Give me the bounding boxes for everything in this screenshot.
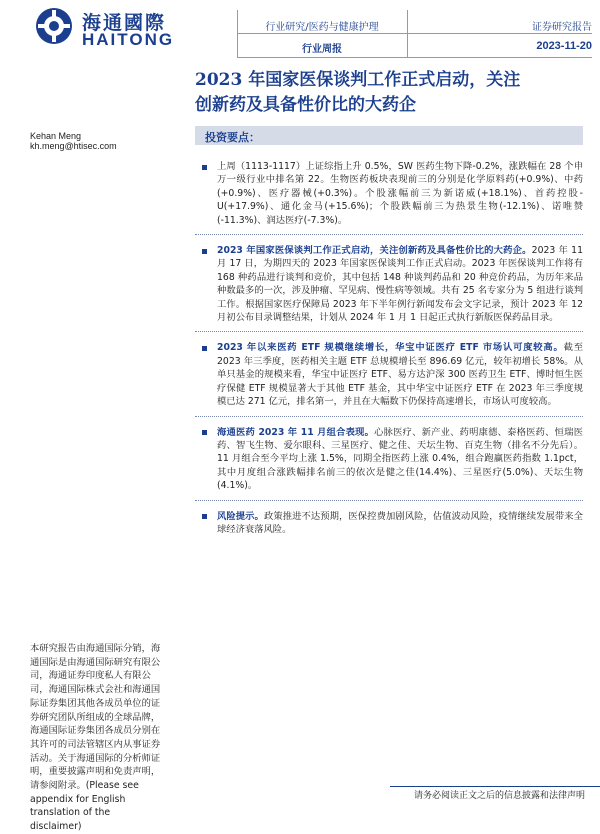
report-date: 2023-11-20: [536, 40, 592, 52]
highlight-lead: 2023 年以来医药 ETF 规模继续增长，华宝中证医疗 ETF 市场认可度较高。: [217, 342, 564, 354]
footer-text: 请务必阅读正文之后的信息披露和法律声明: [413, 791, 585, 801]
highlight-item: [195, 510, 583, 537]
dotted-separator: [195, 331, 583, 333]
bullet-square-icon: [202, 346, 207, 351]
title-line-1: 2023 年国家医保谈判工作正式启动，关注: [195, 70, 521, 90]
title-line-2: 创新药及具备性价比的大药企: [195, 95, 416, 115]
highlight-lead: 风险提示。: [217, 510, 264, 522]
header-divider-bottom: [237, 57, 592, 58]
highlight-lead: 2023 年国家医保谈判工作正式启动，关注创新药及具备性价比的大药企。: [217, 245, 532, 257]
highlight-text: 政策推进不达预期，医保控费加剧风险，估值波动风险，疫情继续发展带来全球经济衰落风险。: [217, 510, 583, 535]
haitong-logo-icon: [34, 6, 74, 46]
highlight-item: [195, 341, 583, 408]
report-type: 行业周报: [302, 44, 342, 55]
highlight-text: 截至 2023 年三季度，医药相关主题 ETF 总规模增长至 896.69 亿元，较年初增长 58%。从单只基金的规模来看，华宝中证医疗 ETF、易方达沪深 300 医药卫生 ETF、博时恒生医疗保健 ETF 规模显著大于其他 ETF 基金，其中华宝中证医疗 ETF 在 2023 年三季度规模已达 271 亿元，排名第一，并且在大幅数下仍保持高速增长，市场认可度较高。: [217, 342, 583, 408]
logo-english-text: HAITONG: [82, 30, 175, 49]
bullet-square-icon: [202, 165, 207, 170]
bullet-square-icon: [202, 430, 207, 435]
dotted-separator: [195, 500, 583, 502]
bullet-square-icon: [202, 249, 207, 254]
disclaimer-note: 本研究报告由海通国际分销，海通国际是由海通国际研究有限公司，海通证券印度私人有限公司，海通国际株式会社和海通国际证券集团其他各成员单位的证券研究团队所组成的全球品牌，海通国际证券集团各成员分别在其许可的司法管辖区内从事证券活动。关于海通国际的分析师证明，重要披露声明和免责声明，请参阅附录。(Please see appendix for English translation of the disclaimer): [30, 643, 161, 833]
highlight-text: 2023 年 11 月 17 日，为期四天的 2023 年国家医保谈判工作正式启动。2023 年医保谈判工作将有 168 种药品进行谈判和竞价，其中包括 148 种谈判药品和 20 种竞价药品，为历年来品种数最多的一次，涉及肿瘤、罕见病、慢性病等领域。共有 25 名专家分为 5 组进行谈判工作。根据国家医疗保障局 2023 年下半年例行新闻发布会文字记录，预计 2023 年 12 月初公布目录调整结果，计划从 2024 年 1 月 1 日起正式执行新版医保药品目录。: [217, 245, 583, 324]
logo-chinese-text: 海通國際: [82, 12, 167, 34]
report-label: 证券研究报告: [532, 22, 592, 33]
report-title: [195, 68, 575, 118]
highlight-item: [195, 426, 583, 493]
highlight-item: [195, 160, 583, 227]
highlights-header: 投资要点：: [205, 131, 260, 144]
highlight-text: 心脉医疗、新产业、药明康德、泰格医药、恒瑞医药、智飞生物、爱尔眼科、三星医疗、健之佳、天坛生物、百克生物（排名不分先后）。11 月组合至今平均上涨 1.5%，同期全指医药上涨 0.4%，组合跑赢医药指数 1.1pct，其中月度组合涨跌幅排名前三的依次是健之佳(14.4%)、三星医疗(5.0%)、天坛生物(4.1%)。: [217, 426, 583, 492]
dotted-separator: [195, 234, 583, 236]
bullet-square-icon: [202, 514, 207, 519]
highlight-text: 上周（1113-1117）上证综指上升 0.5%，SW 医药生物下降-0.2%，涨跌幅在 28 个申万一级行业中排名第 22。生物医药板块表现前三的分别是化学原料药(+0.9%)、中药(+0.9%)、医疗器械(+0.3%)。个股涨幅前三为新诺威(+18.1%)、首药控股-U(+17.9%)、通化金马(+15.6%)；个股跌幅前三为热景生物(-12.1%)、诺唯赞(-11.3%)、润达医疗(-7.3%)。: [217, 161, 583, 226]
highlights-list: [195, 160, 583, 536]
header-divider-horizontal: [237, 33, 592, 34]
author-email[interactable]: kh.meng@htisec.com: [30, 141, 117, 151]
dotted-separator: [195, 416, 583, 418]
report-category: 行业研究/医药与健康护理: [265, 22, 379, 33]
highlight-item: [195, 244, 583, 324]
highlight-lead: 海通医药 2023 年 11 月组合表现。: [217, 426, 375, 438]
author-name: Kehan Meng: [30, 131, 82, 141]
footer-line: [390, 786, 600, 787]
